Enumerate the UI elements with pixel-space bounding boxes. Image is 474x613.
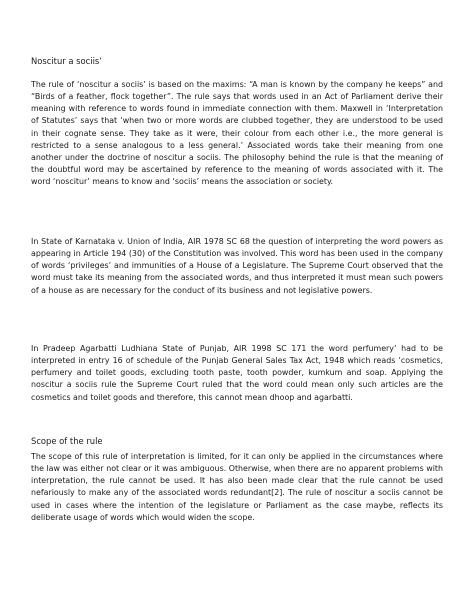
section-heading-scope: Scope of the rule xyxy=(31,436,103,446)
paragraph-pradeep-agarbatti: In Pradeep Agarbatti Ludhiana State of Punjab, AIR 1998 SC 171 the word perfumery’ had to be interpreted in entry 16 of schedule of the Punjab General Sales Tax Act, 1948 which reads ‘cosmetics, perfumery and toilet goods, excluding tooth paste, tooth powder, kumkum and soap. Applying the noscitur a sociis rule the Supreme Court ruled that the word could mean only such articles are the cosmetics and toilet goods and therefore, this cannot mean dhoop and agarbatti. xyxy=(31,344,443,402)
paragraph-scope: The scope of this rule of interpretation is limited, for it can only be applied in the circumstances where the law was either not clear or it was ambiguous. Otherwise, when there are no apparent problems with interpretation, the rule cannot be used. It has also been made clear that the rule cannot be used nefariously to make any of the associated words redundant[2]. The rule of noscitur a sociis cannot be used in cases where the intention of the legislature or Parliament as the case maybe, reflects its deliberate usage of words which would widen the scope. xyxy=(31,452,443,522)
paragraph-maxims: The rule of ‘noscitur a sociis’ is based on the maxims: “A man is known by the company he keeps” and “Birds of a feather, flock together”. The rule says that words used in an Act of Parliament derive their meaning with reference to words found in immediate connection with them. Maxwell in ‘Interpretation of Statutes’ says that ‘when two or more words are clubbed together, they are understood to be used in their cognate sense. They take as it were, their colour from each other i.e., the more general is restricted to a sense analogous to a less general.’ Associated words take their meaning from one another under the doctrine of noscitur a sociis. The philosophy behind the rule is that the meaning of the doubtful word may be ascertained by reference to the meaning of words associated with it. The word ‘noscitur’ means to know and ‘sociis’ means the association or society. xyxy=(31,80,443,187)
document-title: Noscitur a sociis’ xyxy=(31,56,102,66)
paragraph-state-of-karnataka: In State of Karnataka v. Union of India, AIR 1978 SC 68 the question of interpreting the word powers as appearing in Article 194 (30) of the Constitution was involved. This word has been used in the company of words ‘privileges’ and immunities of a House of a Legislature. The Supreme Court observed that the word must take its meaning from the associated words, and thus interpreted it must mean such powers of a house as are necessary for the conduct of its business and not legislative powers. xyxy=(31,237,443,295)
